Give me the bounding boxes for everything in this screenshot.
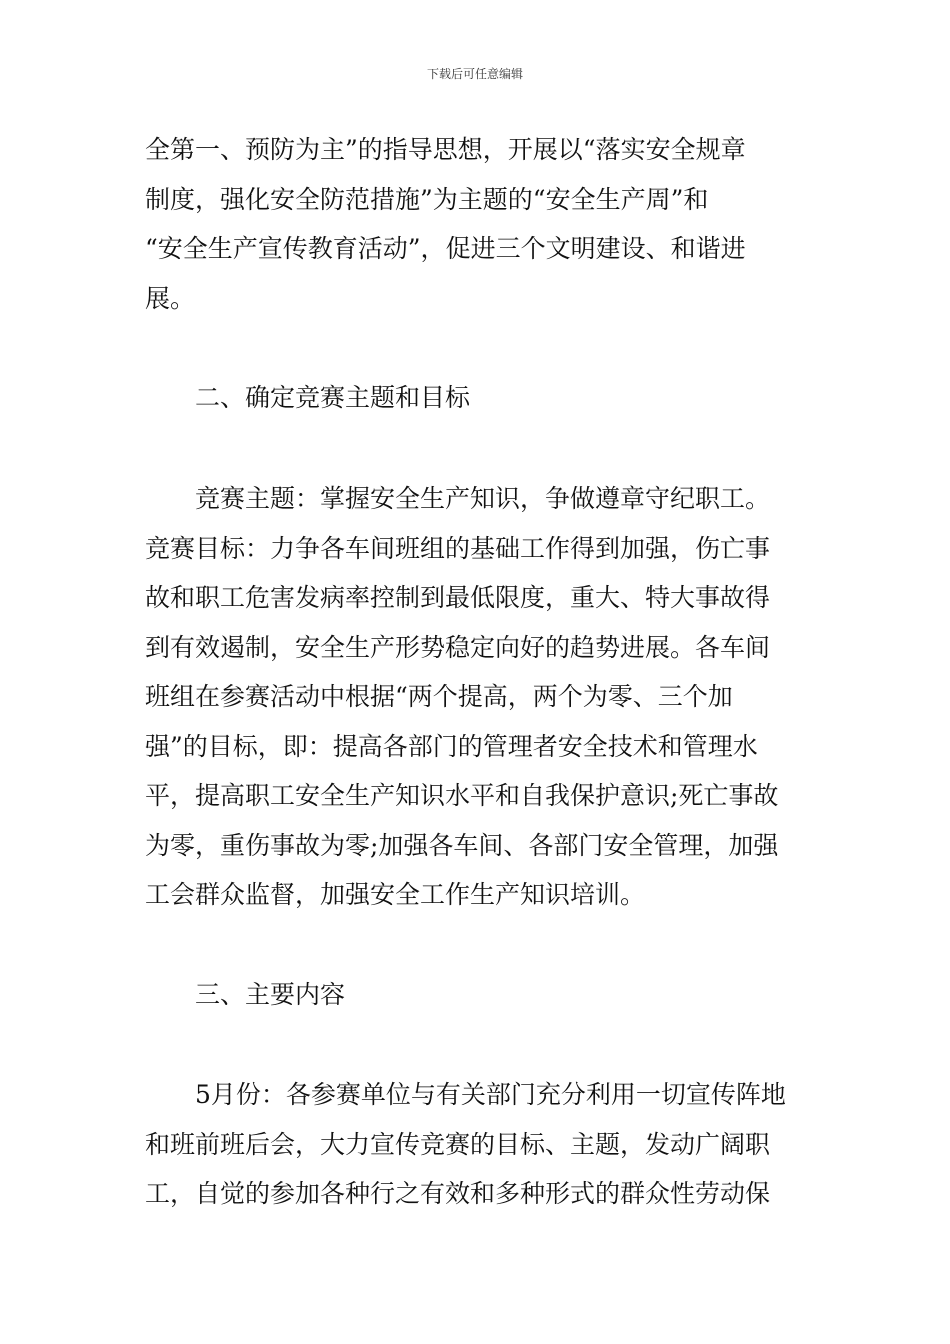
paragraph-may-content xyxy=(145,1070,810,1219)
paragraph-line: 竞赛目标：力争各车间班组的基础工作得到加强，伤亡事 xyxy=(145,533,771,563)
paragraph-line: 和班前班后会，大力宣传竞赛的目标、主题，发动广阔职 xyxy=(145,1129,771,1159)
page-header: 下载后可任意编辑 xyxy=(426,67,523,81)
section-heading-3: 三、主要内容 xyxy=(195,980,346,1009)
paragraph-safety-guideline xyxy=(145,125,810,323)
paragraph-line: 展。 xyxy=(145,283,196,313)
paragraph-line: 5月份：各参赛单位与有关部门充分利用一切宣传阵地 xyxy=(195,1080,786,1109)
paragraph-line: 竞赛主题：掌握安全生产知识，争做遵章守纪职工。 xyxy=(195,484,771,513)
paragraph-line: 为零，重伤事故为零;加强各车间、各部门安全管理，加强 xyxy=(145,830,779,860)
paragraph-line: 工会群众监督，加强安全工作生产知识培训。 xyxy=(145,880,646,909)
paragraph-line: 工，自觉的参加各种行之有效和多种形式的群众性劳动保 xyxy=(145,1179,771,1208)
paragraph-line: 制度，强化安全防范措施”为主题的“安全生产周”和 xyxy=(145,184,709,214)
paragraph-line: “安全生产宣传教育活动”，促进三个文明建设、和谐进 xyxy=(145,234,746,263)
paragraph-line: 到有效遏制，安全生产形势稳定向好的趋势进展。各车间 xyxy=(145,632,771,662)
paragraph-line: 平，提高职工安全生产知识水平和自我保护意识;死亡事故 xyxy=(145,781,779,810)
section-heading-2: 二、确定竞赛主题和目标 xyxy=(195,383,471,412)
paragraph-line: 故和职工危害发病率控制到最低限度，重大、特大事故得 xyxy=(145,583,771,612)
paragraph-competition-goals xyxy=(145,474,810,920)
paragraph-line: 全第一、预防为主”的指导思想，开展以“落实安全规章 xyxy=(145,135,746,164)
paragraph-line: 强”的目标，即：提高各部门的管理者安全技术和管理水 xyxy=(145,731,758,761)
paragraph-line: 班组在参赛活动中根据“两个提高，两个为零、三个加 xyxy=(145,682,733,711)
